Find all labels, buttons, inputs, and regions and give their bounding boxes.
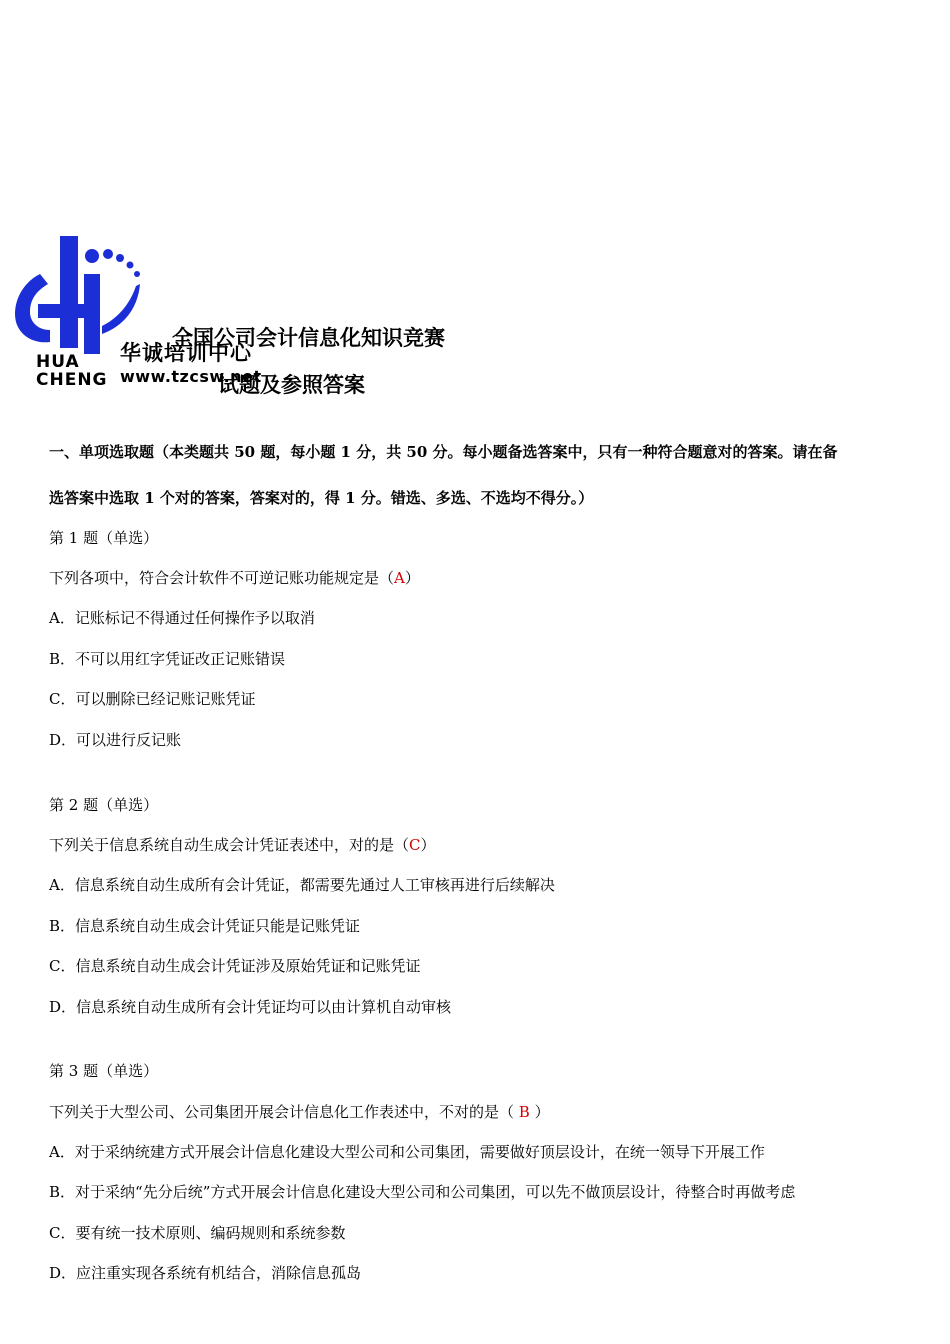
option-b: B．信息系统自动生成会计凭证只能是记账凭证 [49,917,361,935]
logo-url: www.tzcsw.net [120,367,262,386]
question-header: 第 2 题（单选） [49,796,159,814]
section-instructions-line1: 一、单项选取题（本类题共 50 题，每小题 1 分，共 50 分。每小题备选答案中，只有一种符合题意对的答案。请在备 [49,443,838,461]
option-d: D．信息系统自动生成所有会计凭证均可以由计算机自动审核 [49,998,452,1016]
question-stem [49,834,436,855]
option-d: D．应注重实现各系统有机结合，消除信息孤岛 [49,1264,362,1282]
question-stem [49,567,420,588]
document-title: 全国公司会计信息化知识竞赛 [172,325,445,350]
question-stem [49,1101,550,1122]
option-b: B．对于采纳“先分后统”方式开展会计信息化建设大型公司和公司集团，可以先不做顶层设计，待整合时再做考虑 [49,1183,796,1201]
logo-text-hua: HUA [36,352,80,372]
stem-close: ） [529,1103,550,1121]
stem-text: 下列关于信息系统自动生成会计凭证表述中，对的是（ [49,836,410,854]
question-header: 第 1 题（单选） [49,529,159,547]
section-instructions-line2: 选答案中选取 1 个对的答案，答案对的，得 1 分。错选、多选、不选均不得分。） [49,489,594,507]
option-a: A．对于采纳统建方式开展会计信息化建设大型公司和公司集团，需要做好顶层设计，在统一领导下开展工作 [49,1143,765,1161]
stem-close: ） [420,836,436,854]
option-a: A．信息系统自动生成所有会计凭证，都需要先通过人工审核再进行后续解决 [49,876,555,894]
huacheng-logo [12,234,157,354]
answer-key: A [394,569,405,587]
option-c: C．信息系统自动生成会计凭证涉及原始凭证和记账凭证 [49,957,421,975]
stem-text: 下列关于大型公司、公司集团开展会计信息化工作表述中，不对的是（ [49,1103,519,1121]
question-header: 第 3 题（单选） [49,1062,159,1080]
logo-chinese-name: 华诚培训中心 [120,341,252,365]
option-d: D．可以进行反记账 [49,731,182,749]
stem-close: ） [404,569,420,587]
option-c: C．可以删除已经记账记账凭证 [49,690,256,708]
option-a: A．记账标记不得通过任何操作予以取消 [49,609,315,627]
option-b: B．不可以用红字凭证改正记账错误 [49,650,286,668]
answer-key: B [518,1103,530,1121]
logo-text-cheng: CHENG [36,370,108,390]
answer-key: C [409,836,421,854]
stem-text: 下列各项中，符合会计软件不可逆记账功能规定是（ [49,569,395,587]
option-c: C．要有统一技术原则、编码规则和系统参数 [49,1224,346,1242]
document-subtitle: 试题及参照答案 [218,372,365,397]
